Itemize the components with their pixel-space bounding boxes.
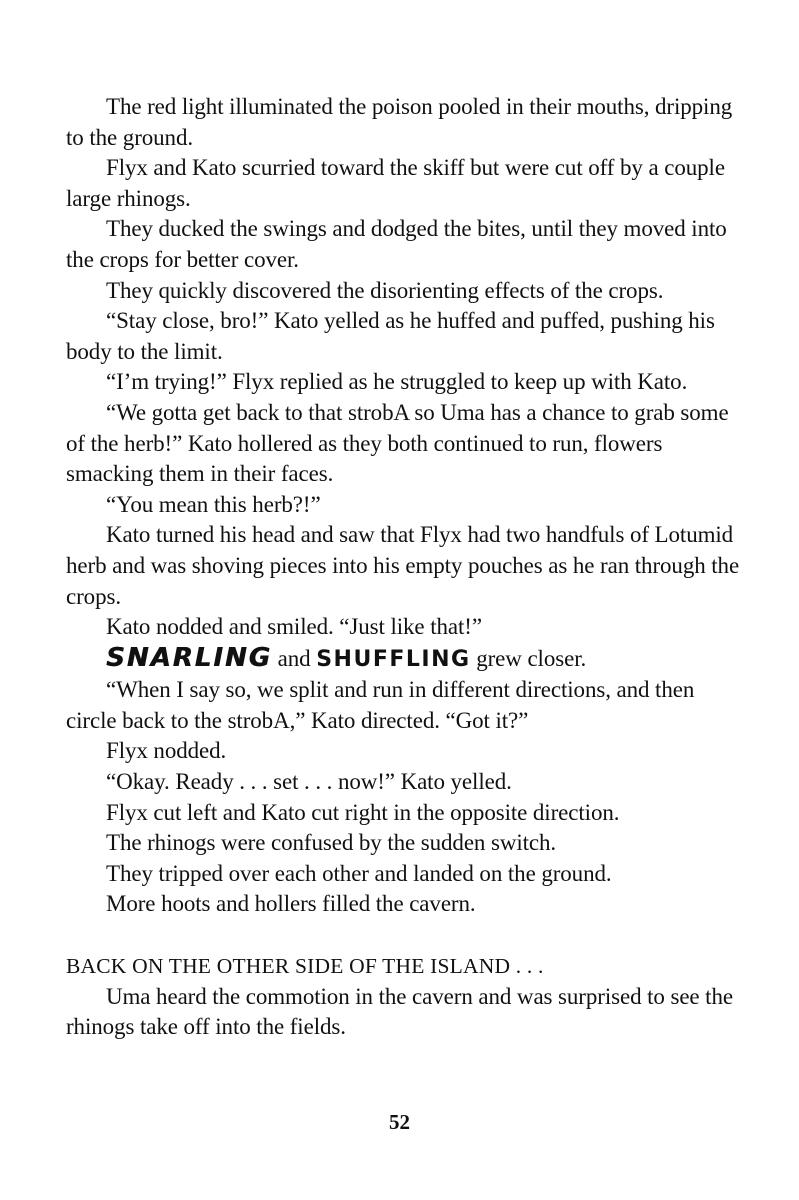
paragraph: Flyx cut left and Kato cut right in the opposite direction. — [106, 799, 620, 825]
paragraph: “You mean this herb?!” — [106, 491, 321, 517]
sound-effect-snarling: SNARLING — [106, 642, 272, 673]
paragraph: Kato turned his head and saw that Flyx had two handfuls of Lotumid herb and was shoving pieces into his empty pouches as he ran through the crops. — [66, 522, 740, 609]
paragraph: Flyx and Kato scurried toward the skiff but were cut off by a couple large rhinogs. — [66, 155, 725, 211]
paragraph: Uma heard the commotion in the cavern and was surprised to see the rhinogs take off into the fields. — [66, 983, 733, 1040]
paragraph: More hoots and hollers filled the cavern. — [106, 891, 476, 917]
paragraph: They ducked the swings and dodged the bites, until they moved into the crops for better cover. — [66, 216, 727, 272]
paragraph: “We gotta get back to that strobA so Uma has a chance to grab some of the herb!” Kato hollered as they both continued to run, flowers smacking them in their faces. — [66, 399, 729, 487]
paragraph: They tripped over each other and landed on the ground. — [106, 860, 612, 886]
paragraph: The rhinogs were confused by the sudden switch. — [106, 830, 557, 856]
paragraph: They quickly discovered the disorienting effects of the crops. — [106, 277, 664, 303]
section-heading: BACK ON THE OTHER SIDE OF THE ISLAND . . . — [66, 954, 544, 979]
sound-line-rest: grew closer. — [470, 645, 587, 671]
sound-effect-shuffling: SHUFFLING — [316, 646, 471, 672]
paragraph: “Stay close, bro!” Kato yelled as he huffed and puffed, pushing his body to the limit. — [66, 308, 715, 364]
sound-effect-line — [66, 643, 746, 676]
paragraph: “I’m trying!” Flyx replied as he struggled to keep up with Kato. — [106, 369, 688, 395]
paragraph: The red light illuminated the poison pooled in their mouths, dripping to the ground. — [66, 94, 733, 150]
paragraph: “When I say so, we split and run in different directions, and then circle back to the strobA,” Kato directed. “Got it?” — [66, 677, 695, 733]
page-number: 52 — [389, 1110, 410, 1134]
paragraph: Kato nodded and smiled. “Just like that!” — [106, 614, 482, 640]
paragraph: “Okay. Ready . . . set . . . now!” Kato yelled. — [106, 769, 512, 795]
body-text — [66, 92, 746, 1043]
connector-text: and — [271, 645, 317, 671]
paragraph: Flyx nodded. — [106, 738, 227, 764]
